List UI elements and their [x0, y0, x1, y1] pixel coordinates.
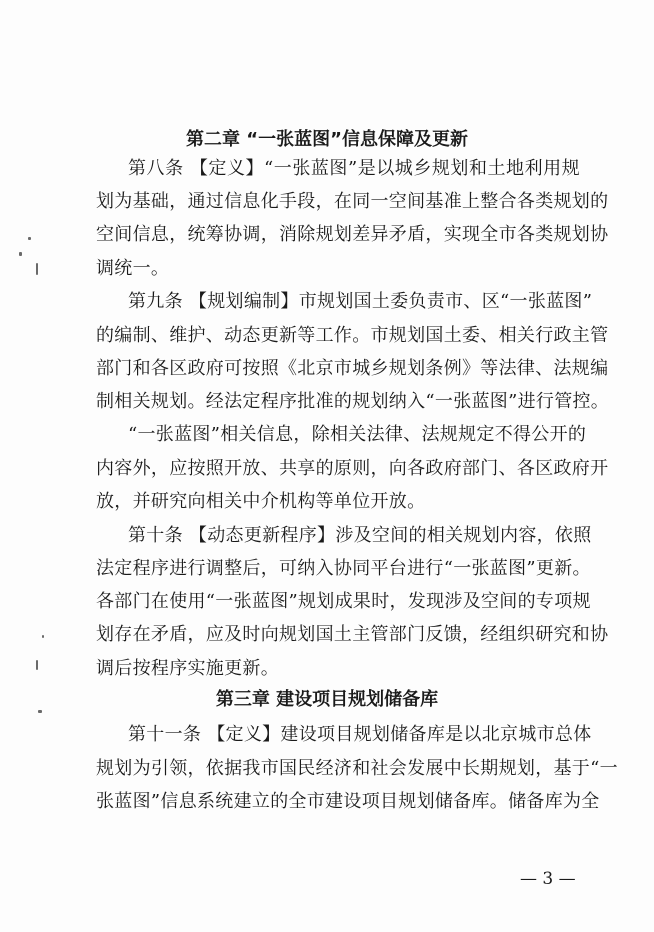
scan-speck — [38, 710, 42, 713]
article-9-line: 第九条 【规划编制】市规划国土委负责市、区“一张蓝图” — [128, 291, 593, 312]
article-9-paragraph-2-line: 内容外，应按照开放、共享的原则，向各政府部门、各区政府开 — [96, 458, 609, 479]
article-8-line: 划为基础，通过信息化手段，在同一空间基准上整合各类规划的 — [96, 191, 609, 212]
article-9-paragraph-2-line: 放，并研究向相关中介机构等单位开放。 — [96, 491, 426, 512]
article-10-line: 划存在矛盾，应及时向规划国土主管部门反馈，经组织研究和协 — [96, 624, 609, 645]
article-10-line: 调后按程序实施更新。 — [96, 658, 279, 679]
article-9-line: 制相关规划。经法定程序批准的规划纳入“一张蓝图”进行管控。 — [96, 391, 610, 412]
article-8-line: 第八条 【定义】“一张蓝图”是以城乡规划和土地利用规 — [128, 158, 580, 179]
article-8-line: 调统一。 — [96, 258, 170, 279]
article-11-line: 张蓝图”信息系统建立的全市建设项目规划储备库。储备库为全 — [96, 791, 600, 812]
article-10-line: 法定程序进行调整后，可纳入协同平台进行“一张蓝图”更新。 — [96, 558, 591, 579]
scan-speck — [28, 237, 31, 240]
scan-speck — [36, 263, 38, 275]
article-9-line: 部门和各区政府可按照《北京市城乡规划条例》等法律、法规编 — [96, 358, 609, 379]
article-10-line: 各部门在使用“一张蓝图”规划成果时，发现涉及空间的专项规 — [96, 591, 591, 612]
article-9-line: 的编制、维护、动态更新等工作。市规划国土委、相关行政主管 — [96, 325, 609, 346]
chapter-2-heading: 第二章 “一张蓝图”信息保障及更新 — [186, 129, 468, 150]
article-11-line: 规划为引领，依据我市国民经济和社会发展中长期规划，基于“一 — [96, 758, 618, 779]
page-number: — 3 — — [520, 869, 576, 889]
article-11-line: 第十一条 【定义】建设项目规划储备库是以北京城市总体 — [128, 724, 592, 745]
article-8-line: 空间信息，统筹协调，消除规划差异矛盾，实现全市各类规划协 — [96, 224, 609, 245]
scan-speck — [19, 252, 22, 256]
chapter-3-heading: 第三章 建设项目规划储备库 — [215, 689, 439, 710]
scan-speck — [42, 635, 44, 638]
article-10-line: 第十条 【动态更新程序】涉及空间的相关规划内容，依照 — [128, 525, 592, 546]
article-9-paragraph-2-line: “一张蓝图”相关信息，除相关法律、法规规定不得公开的 — [128, 424, 587, 445]
scan-speck — [36, 660, 38, 670]
